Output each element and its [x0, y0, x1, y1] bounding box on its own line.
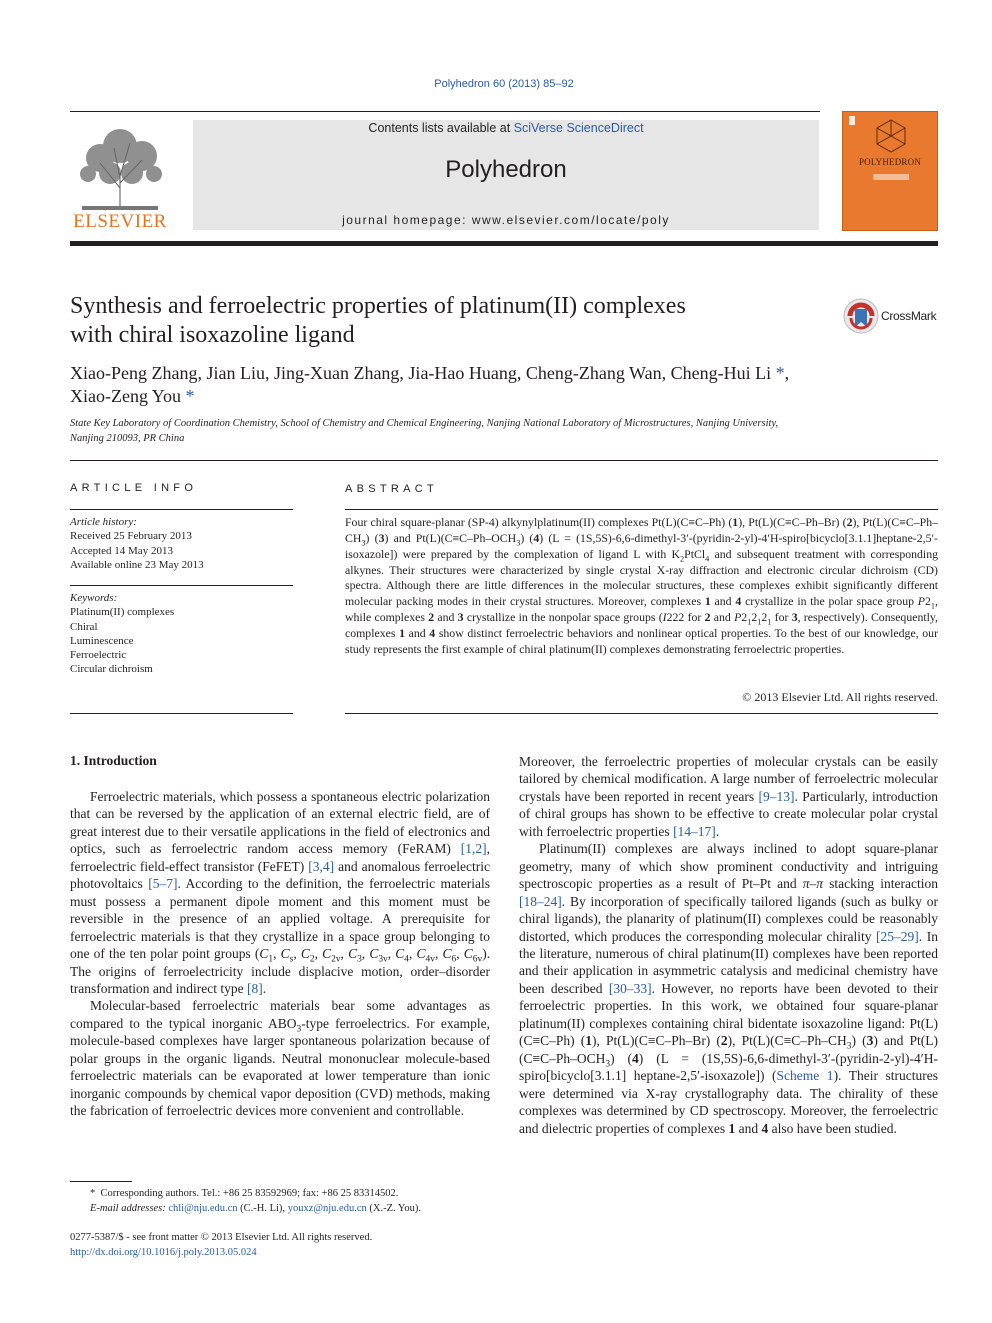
elsevier-logo-text: ELSEVIER: [73, 211, 167, 232]
contents-prefix: Contents lists available at: [368, 121, 514, 135]
body-column-left: [70, 788, 490, 1120]
body-column-right: [519, 753, 938, 1137]
affiliation-line-1: State Key Laboratory of Coordination Chemistry, School of Chemistry and Chemical Engineering, Nanjing National Laboratory of Microstructures, Nanjing University,: [70, 418, 779, 429]
authors-line-2: Xiao-Zeng You: [70, 386, 181, 406]
introduction-heading: 1. Introduction: [70, 753, 157, 768]
email-label: E-mail addresses:: [90, 1203, 166, 1214]
doi-link[interactable]: http://dx.doi.org/10.1016/j.poly.2013.05.024: [70, 1246, 257, 1258]
section-rule: [70, 460, 938, 461]
paragraph: Platinum(II) complexes are always inclined to adopt square-planar geometry, many of which show prominent conductivity and intriguing spectroscopic properties as a result of Pt–Pt and π–π stacking interaction [18–24]. By incorporation of specifically tailored ligands (such as bulky or chiral ligands), the planarity of platinum(II) complexes could be reasonably distorted, which produces the corresponding molecular chirality [25–29]. In the literature, numerous of chiral platinum(II) complexes have been reported and their application in asymmetric catalysis and medicinal chemistry have been described [30–33]. However, no reports have been devoted to their ferroelectric properties. In this work, we obtained four square-planar platinum(II) complexes containing chiral bidentate isoxazoline ligand: Pt(L)(C≡C–Ph) (1), Pt(L)(C≡C–Ph–Br) (2), $Pt(L)(C\equiv C-Ph-CH_3)$ (3) and $Pt(L)(C\equiv C-Ph-OCH_3)$ (4) (L = (1S,5S)-6,6-dimethyl-3′-(pyridin-2-yl)-4′H-spiro[bicyclo[3.1.1] heptane-2,5′-isoxazole]) (Scheme 1). Their structures were determined via X-ray crystallography data. The chirality of these complexes was determined by CD spectroscopy. Moreover, the ferroelectric and dielectric properties of complexes 1 and 4 also have been studied.: [519, 841, 939, 1136]
abstract-text: Four chiral square-planar (SP-4) alkynylplatinum(II) complexes Pt(L)(C≡C–Ph) (1), Pt(L)(C≡C–Ph–Br) (2), $Pt(L)(C\equiv C-Ph-CH_3)$ (3) and $Pt(L)(C\equiv C-Ph-OCH_3)$ (4) (L = (1S,5S)-6,6-dimethyl-3′-(pyridin-2-yl)-4′H-spiro[bicyclo[3.1.1]heptane-2,5′-isoxazole]) were prepared by the complexation of ligand L with $K_2PtCl_4$ and subsequent treatment with corresponding alkynes. Their structures were characterized by single crystal X-ray diffraction and electronic circular dichroism (CD) spectra. Although there are little differences in the molecular structures, these complexes exhibit significantly different molecular packing modes in their crystal structures. Moreover, complexes 1 and 4 crystallize in the polar space group $P2_1$, while complexes 2 and 3 crystallize in the nonpolar space groups (I222 for 2 and $P2_12_12_1$ for 3, respectively). Consequently, complexes 1 and 4 show distinct ferroelectric behaviors and nonlinear optical properties. To the best of our knowledge, our study represents the first example of chiral platinum(II) complexes demonstrating ferroelectric properties.: [345, 515, 939, 656]
keyword: Circular dichroism: [70, 663, 153, 676]
keyword: Chiral: [70, 620, 98, 633]
citation-link[interactable]: [1,2]: [460, 841, 487, 857]
crossmark-icon[interactable]: [843, 298, 879, 334]
info-rule: [70, 585, 293, 586]
email-link-li[interactable]: chli@nju.edu.cn: [168, 1203, 238, 1214]
citation-link[interactable]: [25–29]: [876, 928, 919, 944]
article-info-heading: ARTICLE INFO: [70, 482, 198, 494]
email-owner: (C.-H. Li),: [237, 1203, 288, 1214]
corresponding-mark-2[interactable]: *: [185, 386, 195, 406]
scheme-link[interactable]: Scheme 1: [776, 1068, 834, 1084]
citation-link[interactable]: [3,4]: [308, 858, 335, 874]
history-label: Article history:: [70, 516, 137, 528]
article-title: [70, 292, 810, 350]
header-rule: [70, 111, 820, 112]
header-thick-rule: [70, 241, 938, 246]
keywords-label: Keywords:: [70, 592, 118, 604]
affiliation-line-2: Nanjing 210093, PR China: [70, 432, 185, 444]
abstract-heading: ABSTRACT: [345, 483, 439, 495]
info-rule: [70, 713, 293, 714]
crossmark-label[interactable]: CrossMark: [881, 309, 937, 323]
email-link-you[interactable]: youxz@nju.edu.cn: [287, 1203, 367, 1214]
citation-link[interactable]: [30–33]: [608, 980, 652, 996]
citation-link[interactable]: [18–24]: [519, 893, 562, 909]
homepage-url[interactable]: www.elsevier.com/locate/poly: [471, 213, 670, 227]
sciencedirect-link[interactable]: SciVerse ScienceDirect: [513, 121, 644, 135]
corresponding-mark-1[interactable]: *: [775, 363, 785, 383]
journal-name: Polyhedron: [445, 156, 567, 183]
contents-line: [193, 121, 819, 135]
keyword: Luminescence: [70, 634, 134, 647]
abstract-rule: [345, 713, 938, 714]
accepted-date: Accepted 14 May 2013: [70, 544, 173, 557]
online-date: Available online 23 May 2013: [70, 558, 204, 571]
cover-title: POLYHEDRON: [858, 157, 922, 167]
info-rule: [70, 509, 293, 510]
title-line-1: Synthesis and ferroelectric properties of platinum(II) complexes: [70, 293, 686, 319]
paragraph: Ferroelectric materials, which possess a spontaneous electric polarization that can be reversed by the application of an external electric field, are of great interest due to their versatile applications in the field of electronics and optics, such as ferroelectric random access memory (FeRAM) [1,2], ferroelectric field-effect transistor (FeFET) [3,4] and anomalous ferroelectric photovoltaics [5–7]. According to the definition, the ferroelectric materials must possess a permanent dipole moment and this moment must be reversible in the presence of an applied voltage. A prerequisite for ferroelectric materials is that they crystallize in a space group belonging to one of the ten polar point groups ($C_1$, $C_s$, $C_2$, $C_{2v}$, $C_3$, $C_{3v}$, $C_4$, $C_{4v}$, $C_6$, $C_{6v}$). The origins of ferroelectricity include displacive motion, order–disorder transformation and indirect type [8].: [70, 789, 491, 996]
citation-link[interactable]: [14–17]: [673, 823, 716, 839]
footnote-mark: *: [90, 1188, 96, 1199]
journal-homepage: [193, 213, 819, 227]
abstract-copyright: © 2013 Elsevier Ltd. All rights reserved.: [742, 690, 938, 704]
title-line-2: with chiral isoxazoline ligand: [70, 322, 355, 348]
keywords: [70, 591, 293, 677]
abstract-rule: [345, 509, 938, 510]
citation-link[interactable]: [9–13]: [758, 788, 795, 804]
footnote-rule: [70, 1181, 132, 1182]
paragraph: Moreover, the ferroelectric properties of molecular crystals can be easily tailored by chemical modification. A large number of ferroelectric molecular crystals have been reported in recent years [9–13]. Particularly, introduction of chiral groups has shown to be effective to create molecular polar crystal with ferroelectric properties [14–17].: [519, 754, 938, 839]
issn-doi: [70, 1231, 490, 1260]
paragraph: Molecular-based ferroelectric materials bear some advantages as compared to the typical inorganic $ABO_3$-type ferroelectrics. For example, molecule-based complexes have larger spontaneous polarization because of polar groups in the organic ligands. Neutral mononuclear molecule-based ferroelectric materials can be evaporated at lower temperature than ionic inorganic compounds by chemical vapor deposition (CVD) methods, making the fabrication of ferroelectric devices more convenient and controllable.: [70, 998, 490, 1119]
journal-citation[interactable]: Polyhedron 60 (2013) 85–92: [434, 78, 574, 90]
author-list: Xiao-Peng Zhang, Jian Liu, Jing-Xuan Zhang, Jia-Hao Huang, Cheng-Zhang Wan, Cheng-Hui Li *, Xiao-Zeng You *: [70, 363, 790, 406]
article-history: [70, 515, 293, 572]
footnote: [70, 1186, 490, 1216]
issn-line: 0277-5387/$ - see front matter © 2013 Elsevier Ltd. All rights reserved.: [70, 1232, 373, 1243]
keyword: Platinum(II) complexes: [70, 606, 175, 619]
received-date: Received 25 February 2013: [70, 530, 192, 543]
journal-cover-image[interactable]: [842, 111, 938, 231]
authors-line-1: Xiao-Peng Zhang, Jian Liu, Jing-Xuan Zhang, Jia-Hao Huang, Cheng-Zhang Wan, Cheng-Hui Li: [70, 363, 772, 383]
keyword: Ferroelectric: [70, 649, 127, 662]
affiliation: [70, 417, 890, 446]
corresponding-info: Corresponding authors. Tel.: +86 25 83592969; fax: +86 25 83314502.: [100, 1188, 399, 1199]
citation-link[interactable]: [5–7]: [148, 876, 178, 892]
polyhedron-icon: [843, 112, 939, 232]
citation-link[interactable]: [8]: [246, 980, 263, 996]
email-owner: (X.-Z. You).: [366, 1203, 422, 1214]
homepage-prefix: journal homepage:: [342, 213, 472, 227]
